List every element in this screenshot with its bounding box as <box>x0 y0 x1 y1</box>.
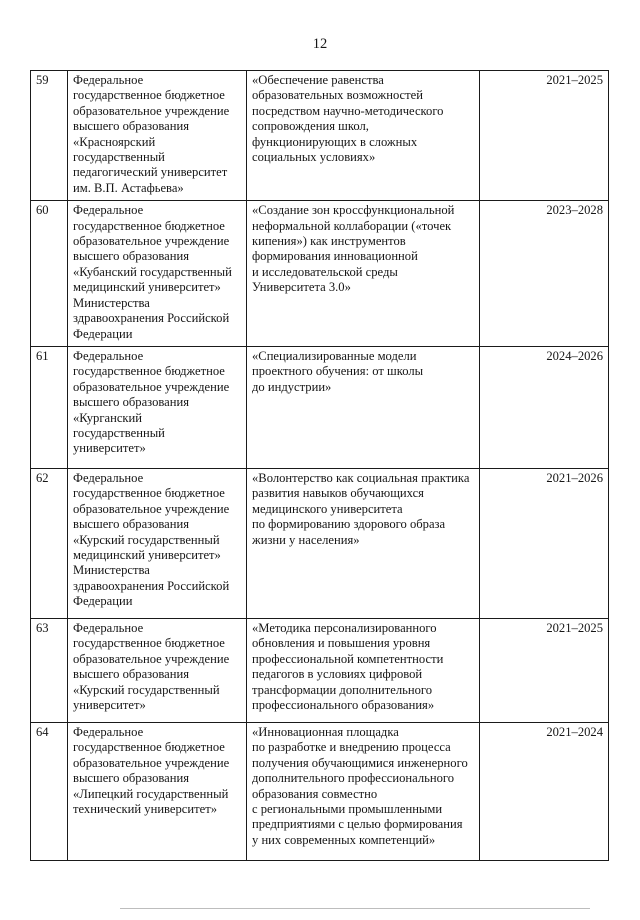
row-number: 62 <box>31 468 68 618</box>
project-cell: «Инновационная площадка по разработке и внедрению процесса получения обучающимися инженерного дополнительного профессионального образования совместно с региональными промышленными предприятиями с целью формирования у них современных компетенций» <box>247 722 480 860</box>
table-row <box>31 618 609 722</box>
project-cell: «Создание зон кроссфункциональной неформальной коллаборации («точек кипения») как инструментов формирования инновационной и исследовательской среды Университета 3.0» <box>247 201 480 347</box>
organization-cell: Федеральное государственное бюджетное образовательное учреждение высшего образования «Курганский государственный университет» <box>68 346 247 468</box>
row-number: 59 <box>31 71 68 201</box>
organization-cell: Федеральное государственное бюджетное образовательное учреждение высшего образования «Кубанский государственный медицинский университет» Министерства здравоохранения Российской Федерации <box>68 201 247 347</box>
organization-cell: Федеральное государственное бюджетное образовательное учреждение высшего образования «Красноярский государственный педагогический университет им. В.П. Астафьева» <box>68 71 247 201</box>
years-cell: 2024–2026 <box>480 346 609 468</box>
row-number: 61 <box>31 346 68 468</box>
table-row <box>31 201 609 347</box>
project-cell: «Методика персонализированного обновления и повышения уровня профессиональной компетентности педагогов в условиях цифровой трансформации дополнительного профессионального образования» <box>247 618 480 722</box>
project-cell: «Волонтерство как социальная практика развития навыков обучающихся медицинского университета по формированию здорового образа жизни у населения» <box>247 468 480 618</box>
project-cell: «Специализированные модели проектного обучения: от школы до индустрии» <box>247 346 480 468</box>
registry-table <box>30 70 609 861</box>
organization-cell: Федеральное государственное бюджетное образовательное учреждение высшего образования «Липецкий государственный технический университет» <box>68 722 247 860</box>
row-number: 63 <box>31 618 68 722</box>
row-number: 60 <box>31 201 68 347</box>
page-number: 12 <box>312 36 328 52</box>
project-cell: «Обеспечение равенства образовательных возможностей посредством научно-методического сопровождения школ, функционирующих в сложных социальных условиях» <box>247 71 480 201</box>
table-row <box>31 71 609 201</box>
organization-cell: Федеральное государственное бюджетное образовательное учреждение высшего образования «Курский государственный медицинский университет» Министерства здравоохранения Российской Федерации <box>68 468 247 618</box>
table-row <box>31 468 609 618</box>
years-cell: 2021–2024 <box>480 722 609 860</box>
years-cell: 2021–2025 <box>480 71 609 201</box>
organization-cell: Федеральное государственное бюджетное образовательное учреждение высшего образования «Курский государственный университет» <box>68 618 247 722</box>
table-row <box>31 722 609 860</box>
years-cell: 2021–2026 <box>480 468 609 618</box>
row-number: 64 <box>31 722 68 860</box>
years-cell: 2021–2025 <box>480 618 609 722</box>
table-row <box>31 346 609 468</box>
bottom-rule <box>120 908 590 909</box>
years-cell: 2023–2028 <box>480 201 609 347</box>
